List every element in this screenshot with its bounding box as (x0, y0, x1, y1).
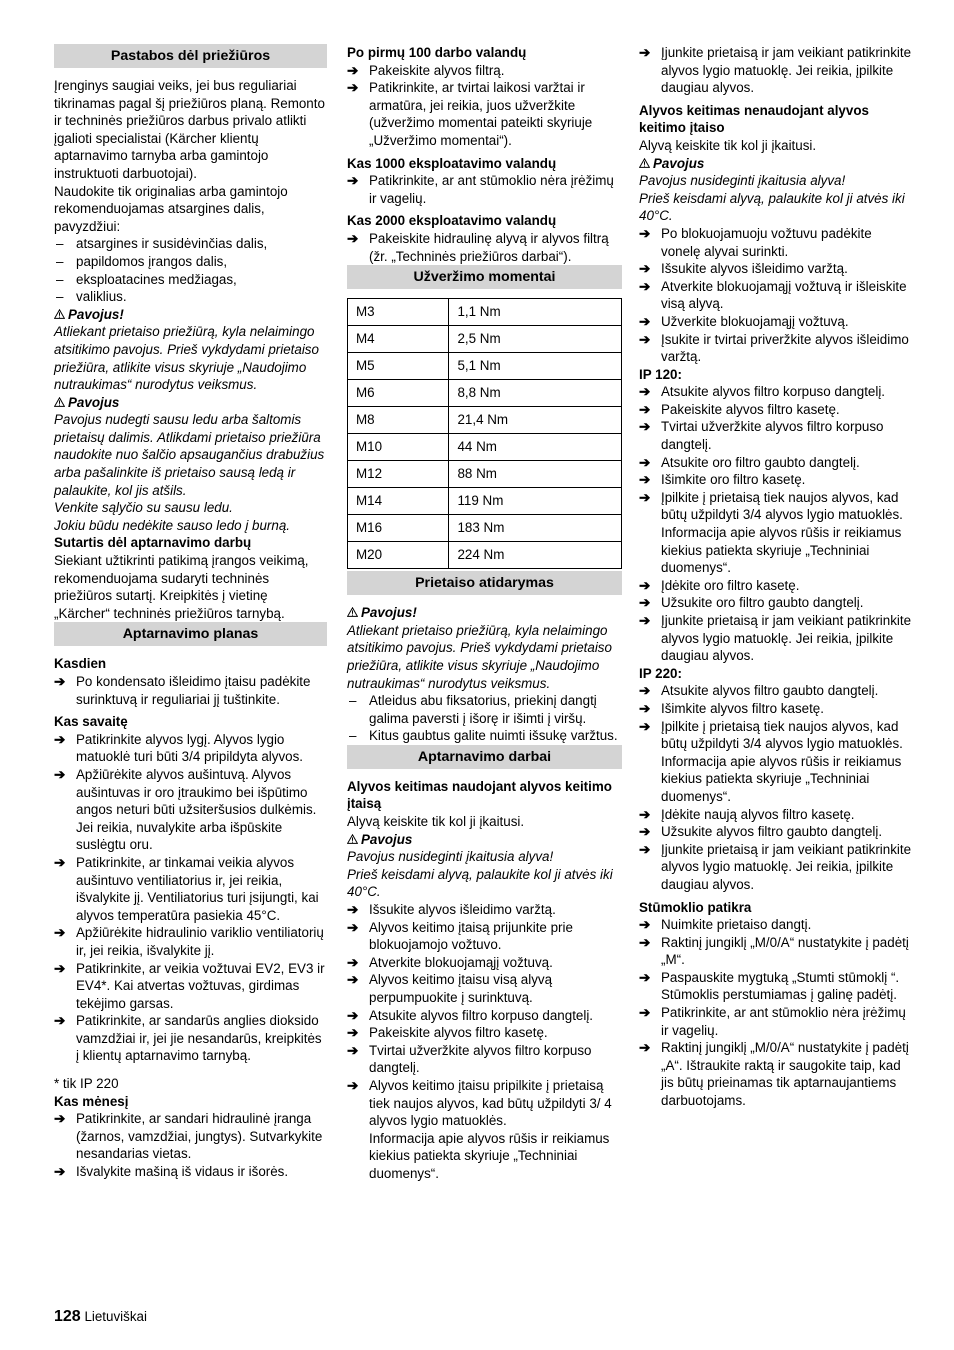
arrow-step: ➔ Patikrinkite, ar sandari hidraulinė įranga (žarnos, vamzdžiai, jungtys). Sutvarkykite nesandarias vietas. (54, 1110, 327, 1163)
thread-size: M6 (348, 380, 449, 407)
arrow-step: ➔ Po kondensato išleidimo įtaisu padėkite surinktuvą ir reguliariai jį tuštinkite. (54, 673, 327, 708)
torque-table (347, 298, 622, 569)
subheading: Kas 1000 eksploatavimo valandų (347, 155, 557, 171)
arrow-step: ➔ Patikrinkite, ar tvirtai laikosi varžtai ir armatūra, jei reikia, juos užveržkite (užveržimo momentai pateikti skyriuje „Užveržimo momentai“). (347, 79, 622, 149)
subheading: Stūmoklio patikra (639, 899, 752, 915)
thread-size: M10 (348, 434, 449, 461)
arrow-step: ➔ Pakeiskite alyvos filtro kasetę. (347, 1024, 622, 1042)
step-note: Informacija apie alyvos rūšis ir reikiamus kiekius patiekta skyriuje „Techniniai duomenys“. (369, 1130, 610, 1181)
column-middle (347, 44, 622, 1183)
paragraph: Siekiant užtikrinti patikimą įrangos veikimą, rekomenduojama sudaryti techninės priežiūros sutartį. Kreipkitės į vietinę „Kärcher“ techninės priežiūros tarnybą. (54, 553, 309, 621)
subheading: IP 220: (639, 665, 682, 681)
subheading: Po pirmų 100 darbo valandų (347, 45, 527, 60)
subheading: Kasdien (54, 656, 107, 672)
step-note: Informacija apie alyvos rūšis ir reikiamus kiekius patiekta skyriuje „Techniniai duomenys“. (661, 525, 902, 576)
arrow-step: ➔ Išimkite oro filtro kasetę. (639, 471, 914, 489)
warning-label: Pavojus (68, 394, 120, 410)
arrow-step: ➔ Įsukite ir tvirtai priveržkite alyvos išleidimo varžtą. (639, 331, 914, 366)
subheading: Kas mėnesį (54, 1093, 129, 1109)
arrow-step: ➔ Paspauskite mygtuką „Stumti stūmoklį “. (639, 969, 914, 987)
arrow-step: ➔ Atverkite blokuojamąjį vožtuvą. (347, 954, 622, 972)
subheading: Sutartis dėl aptarnavimo darbų (54, 535, 252, 551)
section-heading: Aptarnavimo planas (54, 622, 327, 646)
arrow-step: ➔ Įdėkite naują alyvos filtro kasetę. (639, 806, 914, 824)
arrow-step: ➔ Atsukite oro filtro gaubto dangtelį. (639, 454, 914, 472)
arrow-step: ➔ Užverkite blokuojamąjį vožtuvą. (639, 313, 914, 331)
torque-value: 5,1 Nm (449, 353, 622, 380)
section-heading: Pastabos dėl priežiūros (54, 44, 327, 68)
warning-heading (54, 306, 327, 324)
arrow-step: ➔ Patikrinkite, ar ant stūmoklio nėra įrėžimų ir vagelių. (347, 172, 622, 207)
torque-value: 8,8 Nm (449, 380, 622, 407)
warning-heading (639, 155, 914, 173)
torque-value: 119 Nm (449, 488, 622, 515)
paragraph: Alyvą keiskite tik kol ji įkaitusi. (639, 137, 817, 153)
paragraph: Naudokite tik originalias arba gamintojo rekomenduojamas atsargines dalis, pavyzdžiui: (54, 183, 288, 234)
arrow-step: ➔ Alyvos keitimo įtaisą prijunkite prie blokuojamojo vožtuvo. (347, 919, 622, 954)
footer-language: Lietuviškai (84, 1309, 147, 1324)
warning-label: Pavojus! (361, 605, 417, 621)
arrow-step: ➔ Užsukite alyvos filtro gaubto dangtelį. (639, 823, 914, 841)
arrow-step: ➔ Įdėkite oro filtro kasetę. (639, 577, 914, 595)
section-heading: Aptarnavimo darbai (347, 745, 622, 769)
step-note: Stūmoklis perstumiamas į galinę padėtį. (661, 987, 897, 1003)
warning-text: Venkite sąlyčio su sausu ledu. (54, 500, 233, 516)
section-heading: Užveržimo momentai (347, 265, 622, 289)
torque-row (348, 299, 622, 326)
arrow-step: ➔ Įpilkite į prietaisą tiek naujos alyvos, kad būtų užpildyti 3/4 alyvos lygio matuoklės. (639, 718, 914, 753)
thread-size: M12 (348, 461, 449, 488)
arrow-step: ➔ Po blokuojamuoju vožtuvu padėkite vonelę alyvai surinkti. (639, 225, 914, 260)
warning-text: Prieš keisdami alyvą, palaukite kol ji atvės iki 40°C. (347, 866, 613, 900)
arrow-step: ➔ Tvirtai užveržkite alyvos filtro korpuso dangtelį. (639, 418, 914, 453)
warning-text: Pavojus nusideginti įkaitusia alyva! (639, 173, 846, 189)
warning-triangle-icon (639, 155, 653, 173)
torque-value: 1,1 Nm (449, 299, 622, 326)
arrow-step: ➔ Alyvos keitimo įtaisu pripilkite į prietaisą tiek naujos alyvos, kad būtų užpildyti 3/ 4 alyvos lygio matuoklės. (347, 1077, 622, 1130)
arrow-step: ➔ Patikrinkite, ar veikia vožtuvai EV2, EV3 ir EV4*. Kai atvertas vožtuvas, girdimas tekėjimo garsas. (54, 960, 327, 1013)
subheading: Alyvos keitimas nenaudojant alyvos keitimo įtaiso (639, 102, 869, 136)
warning-triangle-icon (347, 831, 361, 849)
torque-row (348, 407, 622, 434)
arrow-step: ➔ Nuimkite prietaiso dangtį. (639, 916, 914, 934)
arrow-step: ➔ Patikrinkite, ar ant stūmoklio nėra įrėžimų ir vagelių. (639, 1004, 914, 1039)
torque-value: 21,4 Nm (449, 407, 622, 434)
torque-row (348, 515, 622, 542)
arrow-step: ➔ Išsukite alyvos išleidimo varžtą. (347, 901, 622, 919)
arrow-step: ➔ Apžiūrėkite hidraulinio variklio ventiliatorių ir, jei reikia, išvalykite jį. (54, 924, 327, 959)
arrow-step: ➔ Išsukite alyvos išleidimo varžtą. (639, 260, 914, 278)
thread-size: M3 (348, 299, 449, 326)
paragraph: Įrenginys saugiai veiks, jei bus reguliariai tikrinamas pagal šį priežiūros planą. Remonto ir techninės priežiūros darbus privalo atlikti įgalioti specialistai (Kärcher klientų aptarnavimo tarnyba arba gamintojo instruktuoti darbuotojai). (54, 78, 325, 181)
arrow-step: ➔ Įjunkite prietaisą ir jam veikiant patikrinkite alyvos lygio matuoklę. Jei reikia, įpilkite daugiau alyvos. (639, 44, 914, 97)
warning-text: Atliekant prietaiso priežiūrą, kyla nelaimingo atsitikimo pavojus. Prieš vykdydami prietaiso priežiūra, atlikite visus skyriuje „Naudojimo nutraukimas“ nurodytus veiksmus. (347, 622, 612, 691)
arrow-step: ➔ Patikrinkite, ar tinkamai veikia alyvos aušintuvo ventiliatorius ir, jei reikia, išvalykite jį. Ventiliatorius turi įsijungti, kai alyvos temperatūra pasiekia 45°C. (54, 854, 327, 924)
warning-triangle-icon (54, 306, 68, 324)
thread-size: M20 (348, 542, 449, 569)
thread-size: M4 (348, 326, 449, 353)
paragraph: * tik IP 220 (54, 1076, 119, 1092)
warning-heading (347, 604, 622, 622)
torque-value: 224 Nm (449, 542, 622, 569)
subheading: Alyvos keitimas naudojant alyvos keitimo įtaisą (347, 778, 612, 812)
dash-list-item: – valiklius. (54, 288, 327, 306)
paragraph: Alyvą keiskite tik kol ji įkaitusi. (347, 814, 525, 830)
column-left (54, 44, 327, 1181)
subheading: Kas 2000 eksploatavimo valandų (347, 213, 557, 229)
thread-size: M5 (348, 353, 449, 380)
spacer (54, 1065, 327, 1075)
warning-triangle-icon (54, 394, 68, 412)
arrow-step: ➔ Patikrinkite, ar sandarūs anglies dioksido vamzdžiai ir, jei jie nesandarūs, kreipkitės į klientų aptarnavimo tarnybą. (54, 1012, 327, 1065)
warning-label: Pavojus! (68, 306, 124, 322)
torque-row (348, 488, 622, 515)
torque-row (348, 542, 622, 569)
arrow-step: ➔ Raktinį jungiklį „M/0/A“ nustatykite į padėtį „M“. (639, 934, 914, 969)
thread-size: M16 (348, 515, 449, 542)
arrow-step: ➔ Tvirtai užveržkite alyvos filtro korpuso dangtelį. (347, 1042, 622, 1077)
warning-text: Atliekant prietaiso priežiūrą, kyla nelaimingo atsitikimo pavojus. Prieš vykdydami prietaiso priežiūra, atlikite visus skyriuje „Naudojimo nutraukimas“ nurodytus veiksmus. (54, 324, 319, 393)
torque-row (348, 461, 622, 488)
warning-text: Pavojus nudegti sausu ledu arba šaltomis prietaisų dalimis. Atlikdami prietaiso priežiūra naudokite nuo šalčio apsaugančius drabužius arba pašalinkite iš prietaiso sausą ledą ir palaukite, kol jis atšils. (54, 412, 325, 498)
warning-heading (54, 394, 327, 412)
arrow-step: ➔ Įpilkite į prietaisą tiek naujos alyvos, kad būtų užpildyti 3/4 alyvos lygio matuoklės. (639, 489, 914, 524)
arrow-step: ➔ Patikrinkite alyvos lygį. Alyvos lygio matuoklė turi būti 3/4 pripildyta alyvos. (54, 731, 327, 766)
arrow-step: ➔ Įjunkite prietaisą ir jam veikiant patikrinkite alyvos lygio matuoklę. Jei reikia, įpilkite daugiau alyvos. (639, 612, 914, 665)
subheading: IP 120: (639, 366, 682, 382)
step-note: Informacija apie alyvos rūšis ir reikiamus kiekius patiekta skyriuje „Techniniai duomenys“. (661, 753, 902, 804)
warning-triangle-icon (347, 604, 361, 622)
dash-list-item: – papildomos įrangos dalis, (54, 253, 327, 271)
arrow-step: ➔ Raktinį jungiklį „M/0/A“ nustatykite į padėtį „A“. Ištraukite raktą ir saugokite taip, kad jis būtų prieinamas tik aptarnaujantiems darbuotojams. (639, 1039, 914, 1109)
arrow-step: ➔ Pakeiskite hidraulinę alyvą ir alyvos filtrą (žr. „Techninės priežiūros darbai“). (347, 230, 622, 265)
section-heading: Prietaiso atidarymas (347, 571, 622, 595)
dash-list-item: – Kitus gaubtus galite nuimti išsukę varžtus. (347, 727, 622, 745)
dash-list-item: – eksploatacines medžiagas, (54, 271, 327, 289)
page-footer (54, 1308, 147, 1326)
column-right (639, 44, 914, 1110)
warning-text: Prieš keisdami alyvą, palaukite kol ji atvės iki 40°C. (639, 190, 905, 224)
arrow-step: ➔ Įjunkite prietaisą ir jam veikiant patikrinkite alyvos lygio matuoklę. Jei reikia, įpilkite daugiau alyvos. (639, 841, 914, 894)
warning-text: Pavojus nusideginti įkaitusia alyva! (347, 849, 554, 865)
warning-label: Pavojus (361, 831, 413, 847)
arrow-step: ➔ Alyvos keitimo įtaisu visą alyvą perpumpuokite į surinktuvą. (347, 971, 622, 1006)
torque-row (348, 380, 622, 407)
torque-value: 88 Nm (449, 461, 622, 488)
arrow-step: ➔ Išimkite alyvos filtro kasetę. (639, 700, 914, 718)
arrow-step: ➔ Pakeiskite alyvos filtro kasetę. (639, 401, 914, 419)
thread-size: M8 (348, 407, 449, 434)
dash-list-item: – atsargines ir susidėvinčias dalis, (54, 235, 327, 253)
arrow-step: ➔ Užsukite oro filtro gaubto dangtelį. (639, 594, 914, 612)
warning-label: Pavojus (653, 155, 705, 171)
arrow-step: ➔ Atsukite alyvos filtro korpuso dangtelį. (347, 1007, 622, 1025)
dash-list-item: – Atleidus abu fiksatorius, priekinį dangtį galima paversti į išorę ir išimti į viršų. (347, 692, 622, 727)
torque-row (348, 353, 622, 380)
torque-row (348, 434, 622, 461)
subheading: Kas savaitę (54, 714, 128, 730)
arrow-step: ➔ Apžiūrėkite alyvos aušintuvą. Alyvos aušintuvas ir oro įtraukimo bei išpūtimo angos neturi būti užsiteršusios dulkėmis. Jei reikia, nuvalykite arba išpūskite suslėgtu oru. (54, 766, 327, 854)
thread-size: M14 (348, 488, 449, 515)
warning-text: Jokiu būdu nedėkite sauso ledo į burną. (54, 517, 290, 533)
torque-value: 44 Nm (449, 434, 622, 461)
arrow-step: ➔ Atsukite alyvos filtro korpuso dangtelį. (639, 383, 914, 401)
arrow-step: ➔ Išvalykite mašiną iš vidaus ir išorės. (54, 1163, 327, 1181)
torque-value: 183 Nm (449, 515, 622, 542)
page-number: 128 (54, 1308, 81, 1325)
torque-value: 2,5 Nm (449, 326, 622, 353)
arrow-step: ➔ Atsukite alyvos filtro gaubto dangtelį. (639, 682, 914, 700)
warning-heading (347, 831, 622, 849)
arrow-step: ➔ Pakeiskite alyvos filtrą. (347, 62, 622, 80)
torque-row (348, 326, 622, 353)
arrow-step: ➔ Atverkite blokuojamąjį vožtuvą ir išleiskite visą alyvą. (639, 278, 914, 313)
